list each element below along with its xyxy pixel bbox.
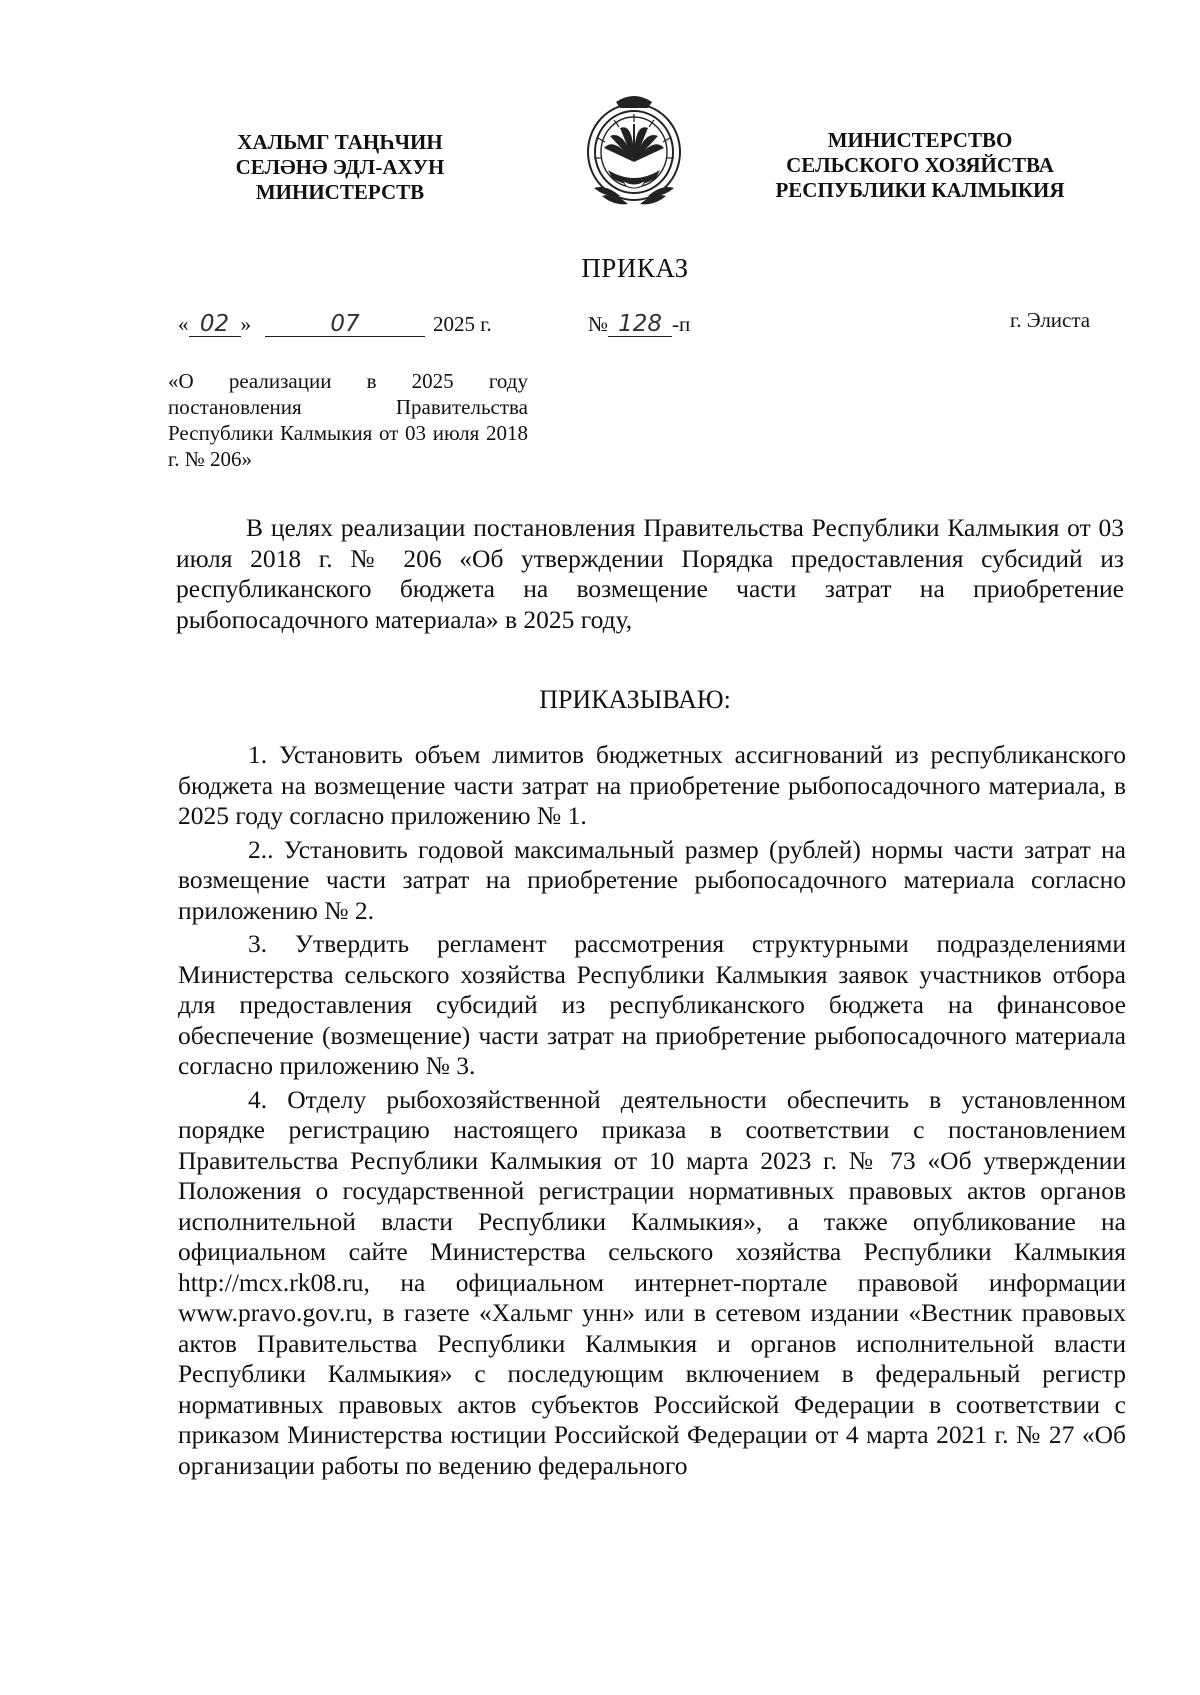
order-item-2: 2.. Установить годовой максимальный размер (рублей) нормы части затрат на возмещение части затрат на приобретение рыбопосадочного материала согласно приложению № 2. bbox=[178, 834, 1126, 925]
order-item-4: 4. Отделу рыбохозяйственной деятельности обеспечить в установленном порядке регистрацию настоящего приказа в соответствии с постановлением Правительства Республики Калмыкия от 10 марта 2023 г. № 73 «Об утверждении Положения о государственной регистрации нормативных правовых актов органов исполнительной власти Республики Калмыкия», а также опубликование на официальном сайте Министерства сельского хозяйства Республики Калмыкия http://mcx.rk08.ru, на официальном интернет-портале правовой информации www.pravo.gov.ru, в газете «Хальмг унн» или в сетевом издании «Вестник правовых актов Правительства Республики Калмыкия и органов исполнительной власти Республики Калмыкия» с последующим включением в федеральный регистр нормативных правовых актов субъектов Российской Федерации в соответствии с приказом Министерства юстиции Российской Федерации от 4 марта 2021 г. № 27 «Об организации работы по ведению федерального bbox=[178, 1084, 1126, 1480]
order-item-1: 1. Установить объем лимитов бюджетных ассигнований из республиканского бюджета на возмещение части затрат на приобретение рыбопосадочного материала, в 2025 году согласно приложению № 1. bbox=[178, 740, 1126, 830]
document-city: г. Элиста bbox=[1010, 308, 1091, 332]
order-item-3: 3. Утвердить регламент рассмотрения структурными подразделениями Министерства сельского хозяйства Республики Калмыкия заявок участников отбора для предоставления субсидий из республиканского бюджета на финансовое обеспечение (возмещение) части затрат на приобретение рыбопосадочного материала согласно приложению № 3. bbox=[178, 929, 1126, 1080]
document-subject: «О реализации в 2025 году постановления Правительства Республики Калмыкия от 03 июля 2018 г. № 206» bbox=[168, 369, 528, 471]
date-quote-open: « bbox=[178, 312, 189, 336]
org-name-kalmyk: ХАЛЬМГ ТАҢҺЧИН СЕЛӘНӘ ЭДЛ-АХУН МИНИСТЕРСТВ bbox=[235, 130, 445, 204]
number-suffix: -п bbox=[672, 312, 691, 336]
number-prefix: № bbox=[588, 312, 609, 336]
date-year: 2025 г. bbox=[433, 312, 492, 336]
document-type-title: ПРИКАЗ bbox=[581, 253, 689, 283]
document-number bbox=[588, 312, 690, 337]
date-month-handwritten: 07 bbox=[265, 312, 425, 337]
org-name-russian: МИНИСТЕРСТВО СЕЛЬСКОГО ХОЗЯЙСТВА РЕСПУБЛИКИ КАЛМЫКИЯ bbox=[775, 128, 1065, 202]
kalmykia-emblem-icon bbox=[580, 92, 688, 210]
order-items bbox=[178, 740, 1126, 1481]
number-handwritten: 128 bbox=[608, 312, 672, 337]
date-quote-close: » bbox=[240, 312, 251, 336]
preamble-paragraph: В целях реализации постановления Правительства Республики Калмыкия от 03 июля 2018 г. № 206 «Об утверждении Порядка предоставления субсидий из республиканского бюджета на возмещение части затрат на приобретение рыбопосадочного материала» в 2025 году, bbox=[176, 513, 1124, 634]
order-keyword: ПРИКАЗЫВАЮ: bbox=[539, 685, 731, 714]
document-date bbox=[178, 312, 492, 342]
date-day-handwritten: 02 bbox=[189, 312, 241, 337]
